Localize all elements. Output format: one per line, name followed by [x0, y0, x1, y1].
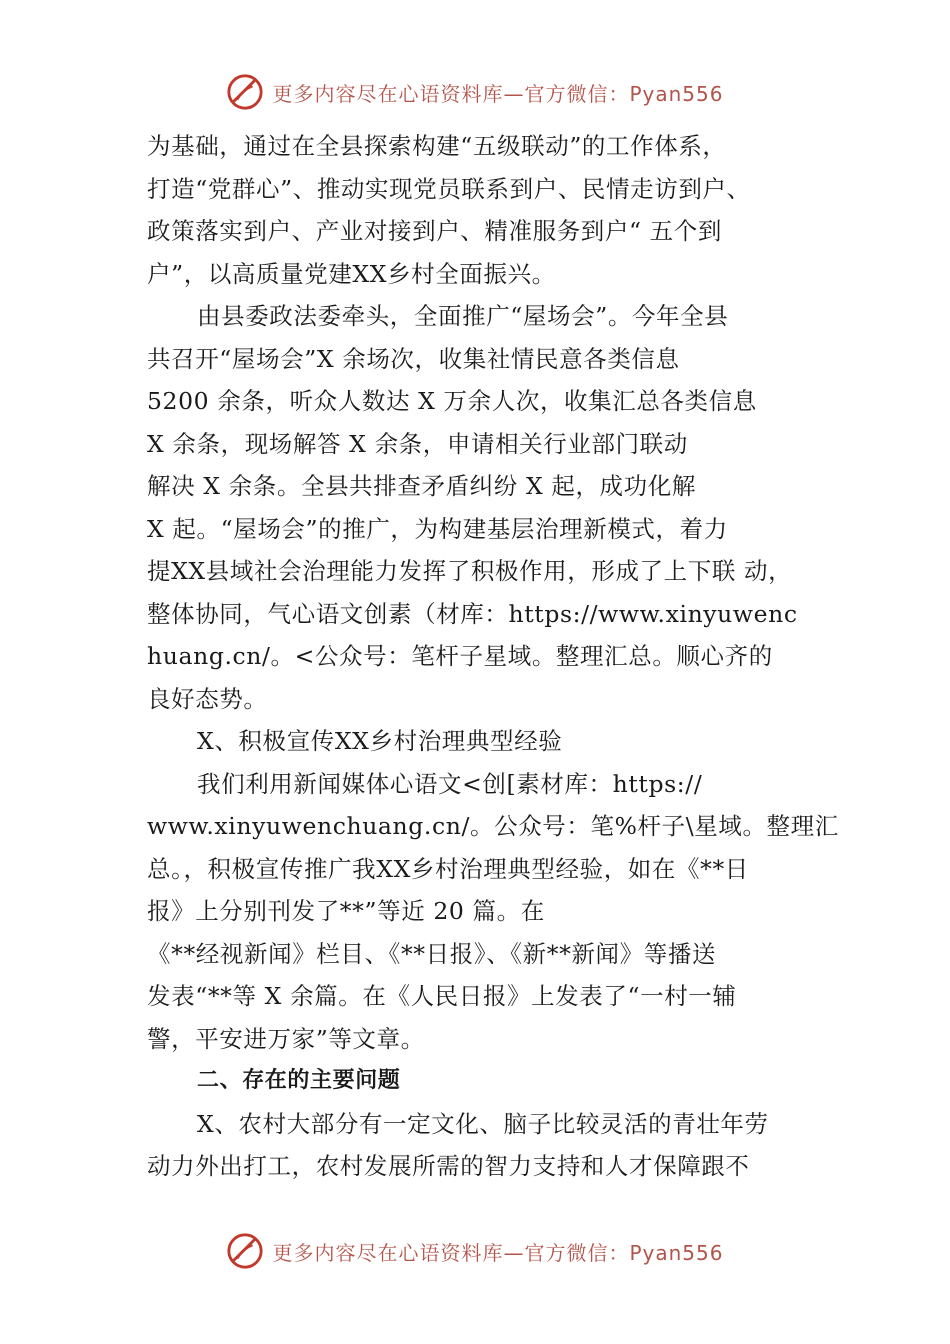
text-line: X 起。“屋场会”的推广，为构建基层治理新模式，着力	[147, 514, 728, 543]
text-line: 打造“党群心”、推动实现党员联系到户、民情走访到户、	[147, 174, 751, 203]
footer-banner-text: 更多内容尽在心语资料库—官方微信：Pyan556	[272, 1240, 724, 1265]
text-line: 报》上分别刊发了**”等近 20 篇。在	[147, 897, 545, 925]
pen-logo-icon	[226, 1232, 264, 1270]
text-line: huang.cn/。<公众号：笔杆子星域。整理汇总。顺心齐的	[147, 642, 773, 670]
text-line: 解决 X 余条。全县共排查矛盾纠纷 X 起，成功化解	[147, 472, 696, 500]
text-line: 警，平安进万家”等文章。	[147, 1024, 425, 1053]
header-banner-text: 更多内容尽在心语资料库—官方微信：Pyan556	[272, 81, 724, 106]
text-line: 共召开“屋场会”X 余场次，收集社情民意各类信息	[147, 344, 680, 373]
text-line: 为基础，通过在全县探索构建“五级联动”的工作体系，	[147, 132, 727, 160]
text-line: 《**经视新闻》栏目、《**日报》、《新**新闻》等播送	[147, 939, 717, 968]
text-line: X 余条，现场解答 X 余条，申请相关行业部门联动	[147, 429, 688, 458]
text-line: 5200 余条，听众人数达 X 万余人次，收集汇总各类信息	[147, 387, 757, 415]
pen-logo-icon	[226, 73, 264, 111]
text-line: 动力外出打工，农村发展所需的智力支持和人才保障跟不	[147, 1152, 750, 1180]
text-line: 总。，积极宣传推广我XX乡村治理典型经验，如在《**日	[147, 854, 749, 883]
document-body	[147, 125, 839, 1188]
text-line: 整体协同，气心语文创素（材库：https://www.xinyuwenc	[147, 599, 798, 628]
paragraph-first-line: 我们利用新闻媒体心语文<创[素材库：https://	[197, 769, 703, 798]
text-line: 户”，以高质量党建XX乡村全面振兴。	[147, 259, 556, 288]
text-line: 政策落实到户、产业对接到户、精准服务到户“ 五个到	[147, 217, 722, 245]
text-line: 良好态势。	[147, 684, 268, 713]
paragraph-first-line: X、农村大部分有一定文化、脑子比较灵活的青壮年劳	[197, 1109, 769, 1138]
text-line: 发表“**等 X 余篇。在《人民日报》上发表了“一村一辅	[147, 982, 737, 1010]
paragraph-first-line: 由县委政法委牵头，全面推广“屋场会”。今年全县	[197, 302, 729, 330]
header-banner	[0, 70, 950, 114]
footer-banner	[0, 1229, 950, 1273]
section-heading: 二、存在的主要问题	[197, 1068, 401, 1093]
text-line: 提XX县域社会治理能力发挥了积极作用，形成了上下联 动，	[147, 557, 793, 585]
text-line: www.xinyuwenchuang.cn/。公众号：笔%杆子\星域。整理汇	[147, 812, 839, 840]
subheading-line: X、积极宣传XX乡村治理典型经验	[197, 727, 563, 755]
